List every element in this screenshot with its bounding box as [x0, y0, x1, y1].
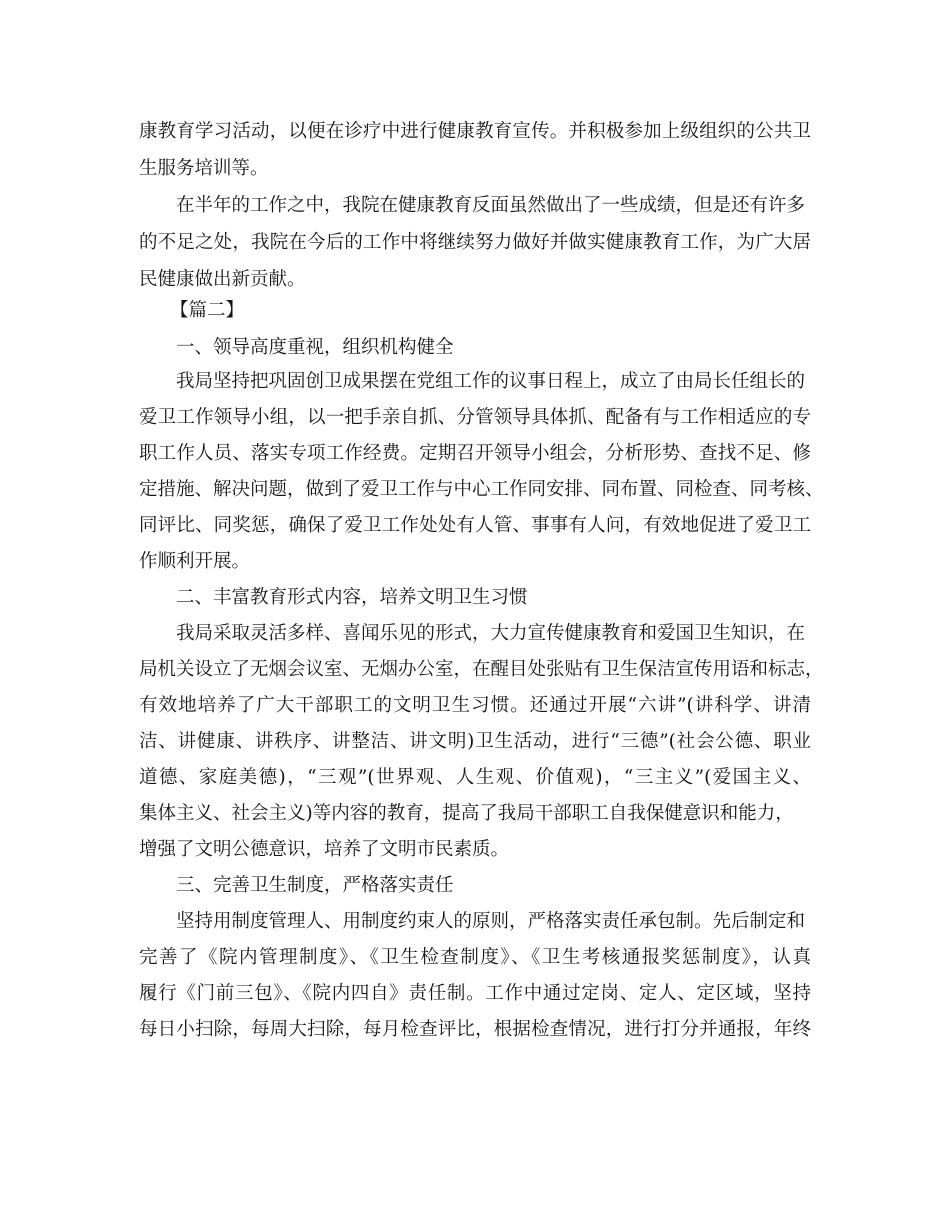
paragraph-line: 的不足之处，我院在今后的工作中将继续努力做好并做实健康教育工作，为广大居 — [139, 232, 811, 253]
paragraph-line: 履行《门前三包》、《院内四自》责任制。工作中通过定岗、定人、定区域，坚持 — [139, 983, 811, 1004]
paragraph-line: 同评比、同奖惩，确保了爱卫工作处处有人管、事事有人问，有效地促进了爱卫工 — [139, 515, 811, 536]
paragraph-line: 每日小扫除，每周大扫除，每月检查评比，根据检查情况，进行打分并通报，年终 — [139, 1019, 811, 1040]
paragraph-line: 有效地培养了广大干部职工的文明卫生习惯。还通过开展“六讲”(讲科学、讲清 — [139, 695, 811, 716]
section-heading: 【篇二】 — [170, 300, 245, 321]
paragraph-line: 集体主义、社会主义)等内容的教育，提高了我局干部职工自我保健意识和能力， — [139, 803, 794, 824]
section-heading: 一、领导高度重视，组织机构健全 — [176, 337, 454, 358]
paragraph-line: 我局坚持把巩固创卫成果摆在党组工作的议事日程上，成立了由局长任组长的 — [176, 371, 806, 392]
paragraph-line: 局机关设立了无烟会议室、无烟办公室，在醒目处张贴有卫生保洁宣传用语和标志， — [139, 659, 824, 680]
paragraph-line: 作顺利开展。 — [139, 551, 251, 572]
paragraph-line: 坚持用制度管理人、用制度约束人的原则，严格落实责任承包制。先后制定和 — [176, 911, 806, 932]
paragraph-line: 完善了《院内管理制度》、《卫生检查制度》、《卫生考核通报奖惩制度》，认真 — [139, 947, 811, 968]
paragraph-line: 康教育学习活动，以便在诊疗中进行健康教育宣传。并积极参加上级组织的公共卫 — [139, 121, 811, 142]
section-heading: 二、丰富教育形式内容，培养文明卫生习惯 — [176, 587, 528, 608]
paragraph-line: 洁、讲健康、讲秩序、讲整洁、讲文明)卫生活动，进行“三德”(社会公德、职业 — [139, 731, 811, 752]
paragraph-line: 职工作人员、落实专项工作经费。定期召开领导小组会，分析形势、查找不足、修 — [139, 443, 811, 464]
paragraph-line: 我局采取灵活多样、喜闻乐见的形式，大力宣传健康教育和爱国卫生知识，在 — [176, 623, 806, 644]
paragraph-line: 生服务培训等。 — [139, 158, 269, 179]
paragraph-line: 定措施、解决问题，做到了爱卫工作与中心工作同安排、同布置、同检查、同考核、 — [139, 479, 824, 500]
paragraph-line: 在半年的工作之中，我院在健康教育反面虽然做出了一些成绩，但是还有许多 — [176, 195, 806, 216]
section-heading: 三、完善卫生制度，严格落实责任 — [176, 875, 454, 896]
paragraph-line: 道德、家庭美德)，“三观”(世界观、人生观、价值观)，“三主义”(爱国主义、 — [139, 767, 811, 788]
paragraph-line: 民健康做出新贡献。 — [139, 269, 306, 290]
paragraph-line: 增强了文明公德意识，培养了文明市民素质。 — [139, 839, 510, 860]
paragraph-line: 爱卫工作领导小组，以一把手亲自抓、分管领导具体抓、配备有与工作相适应的专 — [139, 407, 811, 428]
